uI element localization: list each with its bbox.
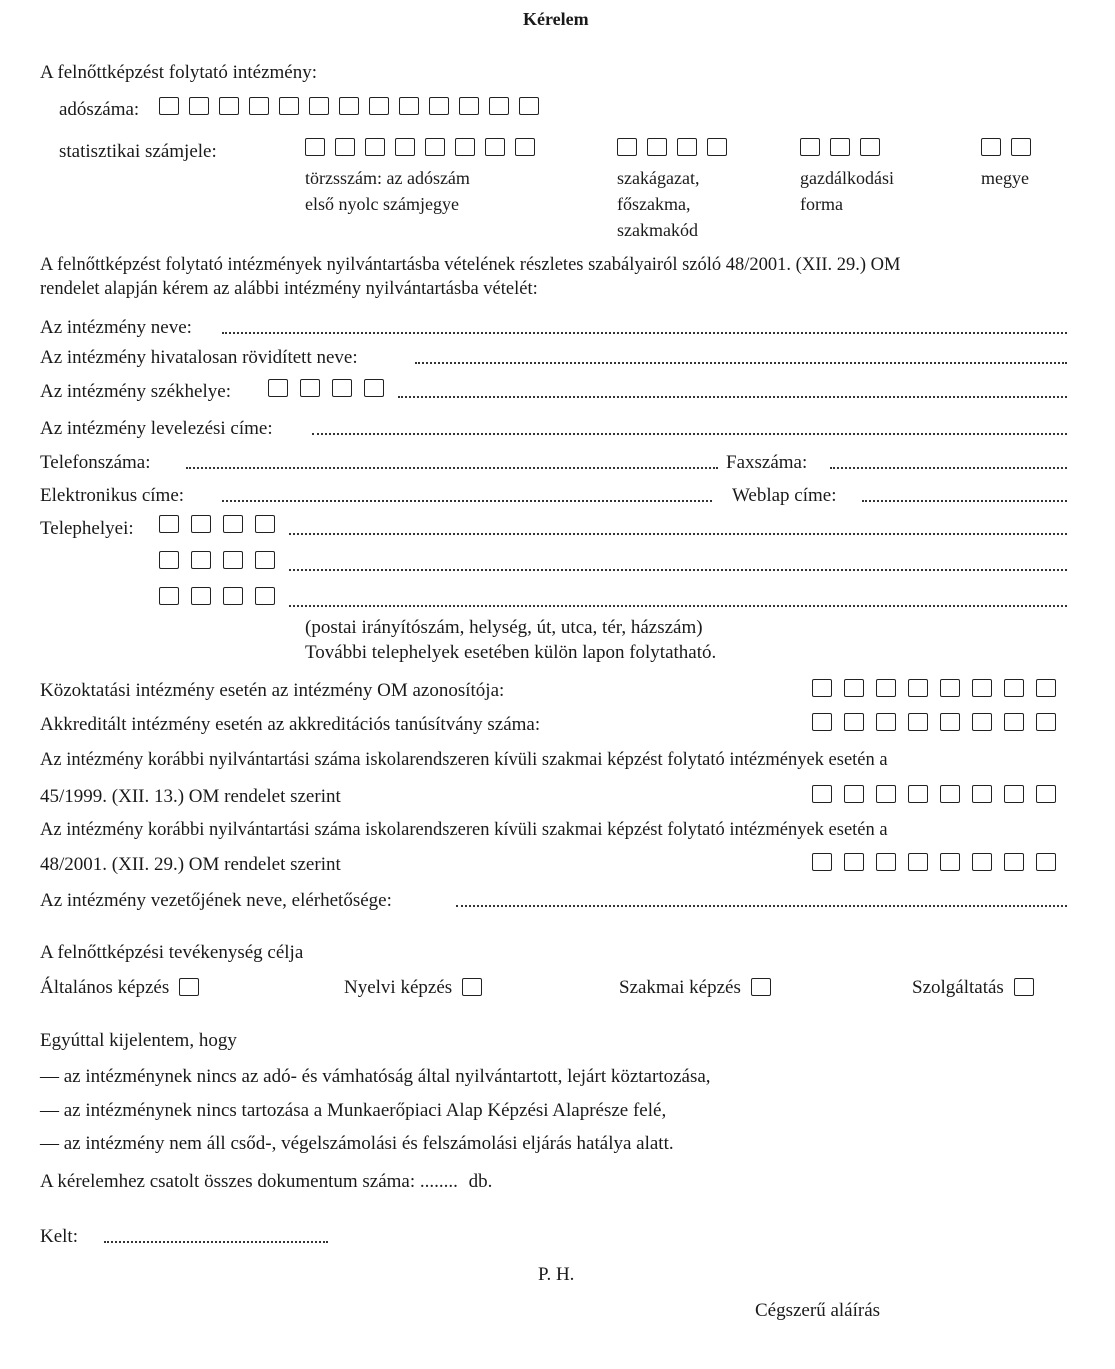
prev-reg-2001-line-2: 48/2001. (XII. 29.) OM rendelet szerint — [40, 854, 341, 875]
web-label: Weblap címe: — [732, 485, 837, 506]
om-id-boxes[interactable] — [812, 679, 1068, 697]
digit-box[interactable] — [940, 713, 960, 731]
digit-box[interactable] — [812, 679, 832, 697]
digit-box[interactable] — [455, 138, 475, 156]
digit-box[interactable] — [908, 853, 928, 871]
digit-box[interactable] — [1036, 713, 1056, 731]
short-name-label: Az intézmény hivatalosan rövidített neve: — [40, 347, 358, 368]
seat-label: Az intézmény székhelye: — [40, 381, 231, 402]
purpose-general[interactable] — [40, 977, 199, 999]
digit-box[interactable] — [191, 515, 211, 533]
prev-reg-1999-line-1: Az intézmény korábbi nyilvántartási száma iskolarendszeren kívüli szakmai képzést folytató intézmények esetén a — [40, 750, 888, 770]
digit-box[interactable] — [830, 138, 850, 156]
digit-box[interactable] — [332, 379, 352, 397]
digit-box[interactable] — [255, 515, 275, 533]
accreditation-boxes[interactable] — [812, 713, 1068, 731]
digit-box[interactable] — [255, 551, 275, 569]
site-2-postcode-boxes[interactable] — [159, 551, 287, 569]
stat-code-megye-boxes[interactable] — [981, 138, 1041, 156]
purpose-heading: A felnőttképzési tevékenység célja — [40, 942, 304, 963]
date-label: Kelt: — [40, 1226, 78, 1247]
digit-box[interactable] — [255, 587, 275, 605]
email-label: Elektronikus címe: — [40, 485, 185, 506]
digit-box[interactable] — [940, 785, 960, 803]
digit-box[interactable] — [972, 679, 992, 697]
digit-box[interactable] — [812, 853, 832, 871]
digit-box[interactable] — [519, 97, 539, 115]
mail-address-label: Az intézmény levelezési címe: — [40, 418, 273, 439]
site-2-input-line[interactable] — [289, 569, 1067, 571]
purpose-general-label: Általános képzés — [40, 977, 170, 998]
digit-box[interactable] — [279, 97, 299, 115]
digit-box[interactable] — [860, 138, 880, 156]
digit-box[interactable] — [305, 138, 325, 156]
digit-box[interactable] — [972, 785, 992, 803]
digit-box[interactable] — [1004, 679, 1024, 697]
seat-postcode-boxes[interactable] — [268, 379, 396, 397]
request-text-line-1: A felnőttképzést folytató intézmények nyilvántartásba vételének részletes szabályairól szóló 48/2001. (XII. 29.) OM — [40, 255, 901, 275]
digit-box[interactable] — [1004, 785, 1024, 803]
digit-box[interactable] — [940, 853, 960, 871]
declaration-item-2: — az intézménynek nincs tartozása a Munkaerőpiaci Alap Képzési Alaprésze felé, — [40, 1100, 667, 1121]
digit-box[interactable] — [981, 138, 1001, 156]
digit-box[interactable] — [223, 515, 243, 533]
purpose-service-checkbox[interactable] — [1014, 978, 1034, 996]
digit-box[interactable] — [1011, 138, 1031, 156]
digit-box[interactable] — [677, 138, 697, 156]
digit-box[interactable] — [489, 97, 509, 115]
digit-box[interactable] — [364, 379, 384, 397]
om-id-label: Közoktatási intézmény esetén az intézmény OM azonosítója: — [40, 680, 505, 701]
stamp-placeholder: P. H. — [538, 1264, 575, 1285]
prev-reg-2001-line-1: Az intézmény korábbi nyilvántartási száma iskolarendszeren kívüli szakmai képzést folytató intézmények esetén a — [40, 820, 888, 840]
digit-box[interactable] — [249, 97, 269, 115]
digit-box[interactable] — [191, 587, 211, 605]
attachments-count — [40, 1171, 492, 1193]
tax-number-boxes[interactable] — [159, 97, 549, 115]
signature-label: Cégszerű aláírás — [755, 1300, 881, 1321]
site-3-postcode-boxes[interactable] — [159, 587, 287, 605]
digit-box[interactable] — [876, 785, 896, 803]
leader-input-line[interactable] — [456, 905, 1067, 907]
phone-input-line[interactable] — [186, 467, 718, 469]
digit-box[interactable] — [1004, 853, 1024, 871]
stat-caption-megye: megye — [981, 168, 1029, 188]
digit-box[interactable] — [395, 138, 415, 156]
digit-box[interactable] — [515, 138, 535, 156]
digit-box[interactable] — [617, 138, 637, 156]
stat-code-forma-boxes[interactable] — [800, 138, 890, 156]
institution-heading: A felnőttképzést folytató intézmény: — [40, 62, 318, 83]
stat-caption-forma: gazdálkodási forma — [800, 168, 894, 214]
digit-box[interactable] — [844, 853, 864, 871]
digit-box[interactable] — [309, 97, 329, 115]
digit-box[interactable] — [1036, 785, 1056, 803]
digit-box[interactable] — [940, 679, 960, 697]
digit-box[interactable] — [159, 551, 179, 569]
seat-input-line[interactable] — [398, 396, 1067, 398]
short-name-input-line[interactable] — [415, 362, 1067, 364]
stat-code-torzsszam-boxes[interactable] — [305, 138, 545, 156]
digit-box[interactable] — [908, 785, 928, 803]
digit-box[interactable] — [908, 713, 928, 731]
prev-reg-2001-boxes[interactable] — [812, 853, 1068, 871]
digit-box[interactable] — [425, 138, 445, 156]
digit-box[interactable] — [972, 853, 992, 871]
digit-box[interactable] — [1036, 679, 1056, 697]
phone-label: Telefonszáma: — [40, 452, 151, 473]
leader-label: Az intézmény vezetőjének neve, elérhetősége: — [40, 890, 392, 911]
purpose-general-checkbox[interactable] — [179, 978, 199, 996]
digit-box[interactable] — [219, 97, 239, 115]
digit-box[interactable] — [159, 515, 179, 533]
fax-input-line[interactable] — [830, 467, 1067, 469]
digit-box[interactable] — [335, 138, 355, 156]
site-1-input-line[interactable] — [289, 533, 1067, 535]
digit-box[interactable] — [812, 713, 832, 731]
digit-box[interactable] — [399, 97, 419, 115]
declaration-item-1: — az intézménynek nincs az adó- és vámhatóság által nyilvántartott, lejárt köztartozása, — [40, 1066, 711, 1087]
name-label: Az intézmény neve: — [40, 317, 192, 338]
digit-box[interactable] — [812, 785, 832, 803]
digit-box[interactable] — [1036, 853, 1056, 871]
digit-box[interactable] — [647, 138, 667, 156]
digit-box[interactable] — [844, 679, 864, 697]
stat-code-label: statisztikai számjele: — [59, 141, 217, 162]
digit-box[interactable] — [300, 379, 320, 397]
declaration-heading: Egyúttal kijelentem, hogy — [40, 1030, 237, 1051]
purpose-language-label: Nyelvi képzés — [344, 977, 453, 998]
digit-box[interactable] — [429, 97, 449, 115]
digit-box[interactable] — [189, 97, 209, 115]
stat-caption-torzsszam: törzsszám: az adószám első nyolc számjegye — [305, 168, 470, 214]
sites-label: Telephelyei: — [40, 518, 134, 539]
prev-reg-1999-line-2: 45/1999. (XII. 13.) OM rendelet szerint — [40, 786, 341, 807]
stat-code-szakagazat-boxes[interactable] — [617, 138, 737, 156]
digit-box[interactable] — [800, 138, 820, 156]
purpose-vocational-label: Szakmai képzés — [619, 977, 741, 998]
site-1-postcode-boxes[interactable] — [159, 515, 287, 533]
sites-note-format: (postai irányítószám, helység, út, utca, tér, házszám) — [305, 617, 703, 638]
date-input-line[interactable] — [104, 1241, 328, 1243]
digit-box[interactable] — [844, 713, 864, 731]
purpose-service-label: Szolgáltatás — [912, 977, 1004, 998]
purpose-language-checkbox[interactable] — [462, 978, 482, 996]
digit-box[interactable] — [159, 97, 179, 115]
tax-number-label: adószáma: — [59, 99, 140, 120]
digit-box[interactable] — [223, 551, 243, 569]
digit-box[interactable] — [908, 679, 928, 697]
digit-box[interactable] — [223, 587, 243, 605]
mail-address-input-line[interactable] — [312, 433, 1067, 435]
fax-label: Faxszáma: — [726, 452, 808, 473]
digit-box[interactable] — [972, 713, 992, 731]
digit-box[interactable] — [365, 138, 385, 156]
digit-box[interactable] — [876, 713, 896, 731]
request-text-line-2: rendelet alapján kérem az alábbi intézmény nyilvántartásba vételét: — [40, 279, 538, 299]
digit-box[interactable] — [876, 679, 896, 697]
attachments-count-field[interactable]: ........ — [419, 1171, 458, 1192]
purpose-service[interactable] — [912, 977, 1034, 999]
digit-box[interactable] — [707, 138, 727, 156]
accreditation-label: Akkreditált intézmény esetén az akkreditációs tanúsítvány száma: — [40, 714, 541, 735]
digit-box[interactable] — [191, 551, 211, 569]
digit-box[interactable] — [1004, 713, 1024, 731]
digit-box[interactable] — [844, 785, 864, 803]
digit-box[interactable] — [485, 138, 505, 156]
name-input-line[interactable] — [222, 332, 1067, 334]
stat-caption-szakagazat: szakágazat, főszakma, szakmakód — [617, 168, 700, 240]
digit-box[interactable] — [459, 97, 479, 115]
site-3-input-line[interactable] — [289, 605, 1067, 607]
digit-box[interactable] — [268, 379, 288, 397]
attachments-unit: db. — [468, 1171, 493, 1192]
digit-box[interactable] — [369, 97, 389, 115]
digit-box[interactable] — [159, 587, 179, 605]
digit-box[interactable] — [339, 97, 359, 115]
purpose-vocational-checkbox[interactable] — [751, 978, 771, 996]
email-input-line[interactable] — [222, 500, 712, 502]
digit-box[interactable] — [876, 853, 896, 871]
web-input-line[interactable] — [862, 500, 1067, 502]
sites-note-continue: További telephelyek esetében külön lapon folytatható. — [305, 642, 717, 663]
purpose-language[interactable] — [344, 977, 482, 999]
purpose-vocational[interactable] — [619, 977, 771, 999]
attachments-label: A kérelemhez csatolt összes dokumentum száma: — [40, 1171, 416, 1192]
prev-reg-1999-boxes[interactable] — [812, 785, 1068, 803]
declaration-item-3: — az intézmény nem áll csőd-, végelszámolási és felszámolási eljárás hatálya alatt. — [40, 1133, 674, 1154]
page-title: Kérelem — [523, 9, 589, 29]
